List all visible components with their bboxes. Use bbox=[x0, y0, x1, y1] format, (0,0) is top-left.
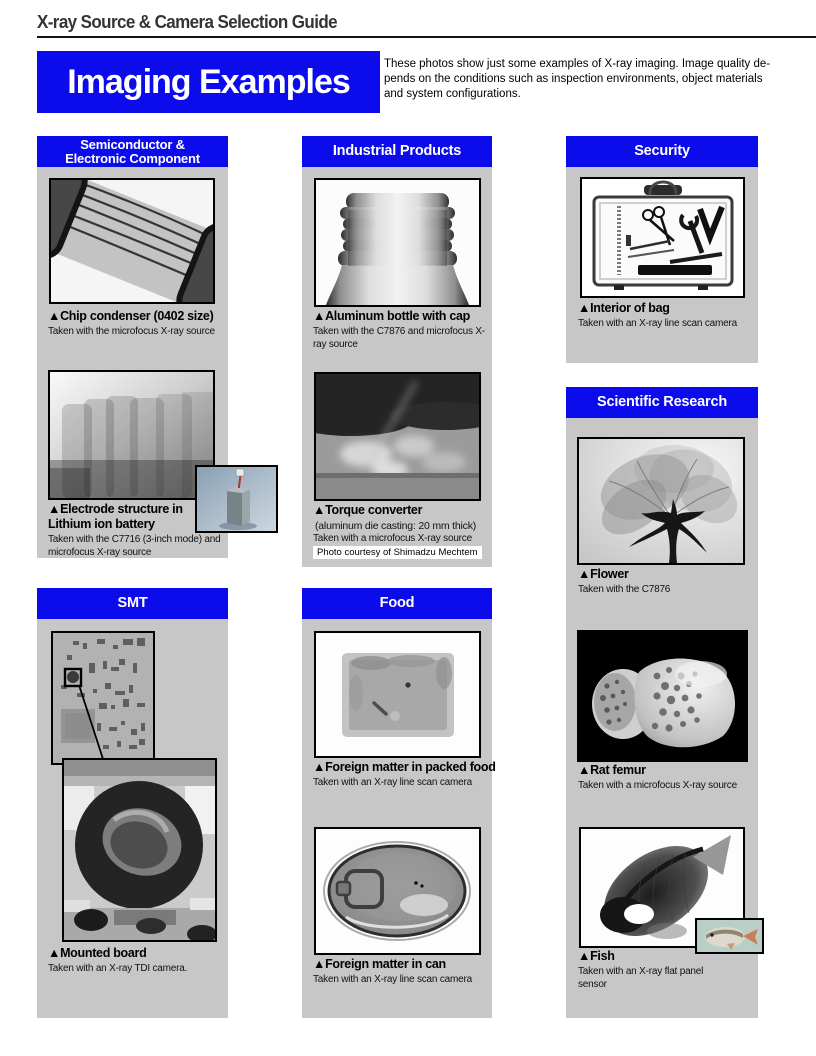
caption-detail: Taken with the microfocus X-ray source bbox=[48, 326, 215, 337]
title-underline bbox=[37, 36, 816, 38]
caption: ▲Electrode structure in Lithium ion battery bbox=[48, 502, 183, 531]
section-food-panel bbox=[302, 588, 496, 1018]
section-industrial-header: Industrial Products bbox=[302, 136, 492, 167]
caption-detail: Taken with an X-ray line scan camera bbox=[578, 318, 737, 329]
aluminum-bottle-xray-image bbox=[316, 180, 479, 305]
photo-credit-label: Photo courtesy of Shimadzu Mechtem bbox=[313, 546, 482, 559]
electrode-structure-xray-image bbox=[50, 372, 213, 498]
torque-converter-xray-image bbox=[316, 374, 479, 499]
banner-title: Imaging Examples bbox=[67, 63, 350, 101]
caption: ▲Torque converter bbox=[313, 503, 423, 517]
caption: ▲Rat femur bbox=[578, 763, 646, 777]
mounted-board-zoom-xray-figure bbox=[62, 758, 217, 942]
fish-photo bbox=[697, 920, 762, 952]
mounted-board-zoom-xray-image bbox=[64, 760, 215, 940]
electrode-structure-xray-figure bbox=[48, 370, 215, 500]
rat-femur-xray-image bbox=[579, 632, 746, 760]
caption: ▲Interior of bag bbox=[578, 301, 670, 315]
can-xray-image bbox=[316, 829, 479, 953]
caption: ▲Fish bbox=[578, 949, 615, 963]
section-semiconductor-panel bbox=[37, 136, 228, 558]
caption-detail: Taken with a microfocus X-ray source bbox=[313, 533, 472, 544]
caption: ▲Foreign matter in can bbox=[313, 957, 446, 971]
caption-detail: Taken with an X-ray flat panel sensor bbox=[578, 966, 704, 990]
section-food-header: Food bbox=[302, 588, 492, 619]
packed-food-xray-image bbox=[316, 633, 479, 756]
torque-converter-xray-figure bbox=[314, 372, 481, 501]
section-smt-header: SMT bbox=[37, 588, 228, 619]
flower-xray-figure bbox=[577, 437, 745, 565]
lithium-battery-photo bbox=[197, 467, 276, 531]
pcb-overview-xray-image bbox=[53, 633, 153, 763]
bag-interior-xray-figure bbox=[580, 177, 745, 298]
intro-line: and system configurations. bbox=[384, 88, 521, 100]
section-scientific-header: Scientific Research bbox=[566, 387, 758, 418]
fish-photo-inset bbox=[695, 918, 764, 954]
section-security-header: Security bbox=[566, 136, 758, 167]
page-title: X-ray Source & Camera Selection Guide bbox=[37, 12, 337, 33]
caption: ▲Aluminum bottle with cap bbox=[313, 309, 470, 323]
caption: ▲Flower bbox=[578, 567, 629, 581]
caption-detail: Taken with the C7876 bbox=[578, 584, 671, 595]
packed-food-xray-figure bbox=[314, 631, 481, 758]
section-scientific-panel bbox=[566, 387, 758, 1018]
section-security-panel bbox=[566, 136, 758, 363]
flower-xray-image bbox=[579, 439, 743, 563]
caption-detail: Taken with an X-ray line scan camera bbox=[313, 974, 472, 985]
caption-detail: Taken with an X-ray line scan camera bbox=[313, 777, 472, 788]
can-xray-figure bbox=[314, 827, 481, 955]
intro-paragraph bbox=[384, 57, 812, 102]
header-line: Electronic Component bbox=[65, 151, 200, 166]
section-smt-panel bbox=[37, 588, 228, 1018]
header-line: Semiconductor & bbox=[80, 137, 185, 152]
caption-detail: Taken with the C7716 (3-inch mode) and microfocus X-ray source bbox=[48, 534, 221, 558]
section-semiconductor-header bbox=[37, 136, 228, 167]
imaging-examples-banner bbox=[37, 51, 380, 113]
caption-detail: Taken with an X-ray TDI camera. bbox=[48, 963, 188, 974]
chip-condenser-xray-figure bbox=[49, 178, 215, 304]
caption-detail: Taken with a microfocus X-ray source bbox=[578, 780, 737, 791]
chip-condenser-xray-image bbox=[51, 180, 213, 302]
bag-interior-xray-image bbox=[582, 179, 743, 296]
rat-femur-xray-figure bbox=[577, 630, 748, 762]
intro-line: pends on the conditions such as inspection environments, object materials bbox=[384, 73, 763, 85]
pcb-overview-xray-figure bbox=[51, 631, 155, 765]
intro-line: These photos show just some examples of X-ray imaging. Image quality de- bbox=[384, 58, 771, 70]
caption-subcaption: (aluminum die casting: 20 mm thick) bbox=[315, 520, 477, 532]
caption: ▲Foreign matter in packed food bbox=[313, 760, 496, 774]
aluminum-bottle-xray-figure bbox=[314, 178, 481, 307]
caption: ▲Chip condenser (0402 size) bbox=[48, 309, 214, 323]
caption: ▲Mounted board bbox=[48, 946, 147, 960]
lithium-battery-photo-inset bbox=[195, 465, 278, 533]
section-industrial-panel bbox=[302, 136, 492, 567]
caption-detail: Taken with the C7876 and microfocus X-ray source bbox=[313, 326, 485, 350]
